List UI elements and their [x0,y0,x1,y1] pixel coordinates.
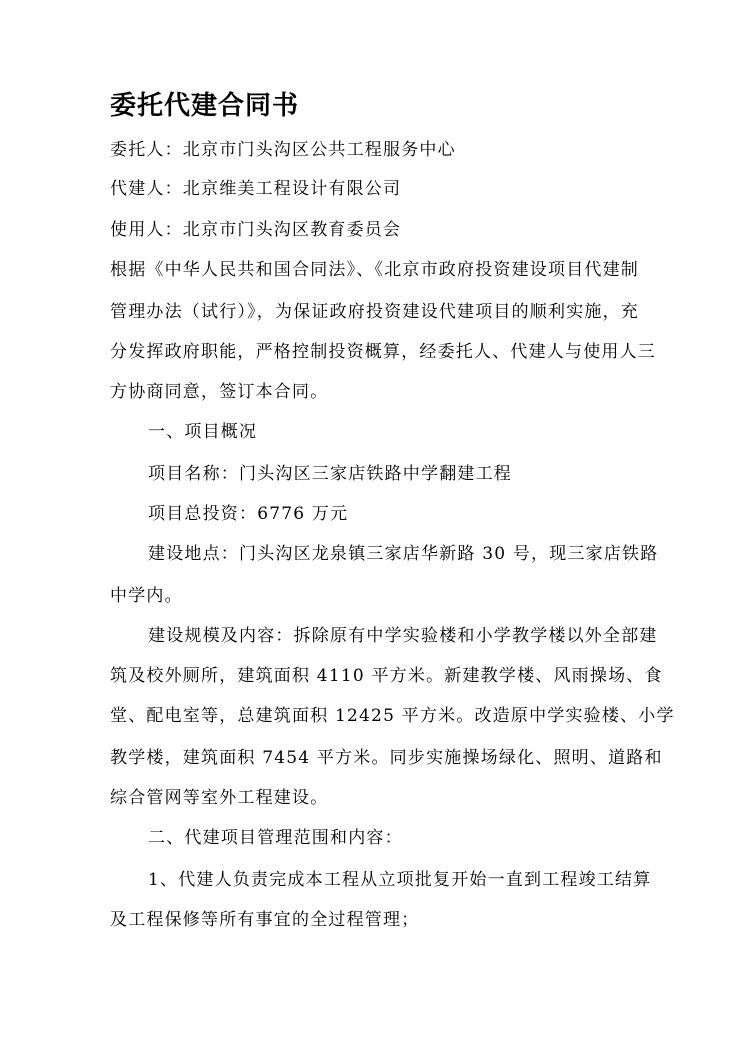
project-scope-line: 筑及校外厕所，建筑面积 4110 平方米。新建教学楼、风雨操场、食 [110,666,663,686]
project-investment: 项目总投资：6776 万元 [148,504,349,524]
project-scope-line: 教学楼，建筑面积 7454 平方米。同步实施操场绿化、照明、道路和 [110,748,663,768]
section-1-heading: 一、项目概况 [148,422,258,442]
project-scope-line: 综合管网等室外工程建设。 [110,788,329,808]
project-location-line: 建设地点：门头沟区龙泉镇三家店华新路 30 号，现三家店铁路 [148,544,659,564]
user-line: 使用人：北京市门头沟区教育委员会 [110,220,402,240]
section-2-item-1-line: 1、代建人负责完成本工程从立项批复开始一直到工程竣工结算 [148,870,652,890]
document-title: 委托代建合同书 [110,91,300,121]
client-line: 委托人：北京市门头沟区公共工程服务中心 [110,140,456,160]
agent-line: 代建人：北京维美工程设计有限公司 [110,179,402,199]
section-2-heading: 二、代建项目管理范围和内容： [148,828,403,848]
project-scope-line: 堂、配电室等，总建筑面积 12425 平方米。改造原中学实验楼、小学 [110,706,675,726]
preamble-line: 分发挥政府职能，严格控制投资概算，经委托人、代建人与使用人三 [110,342,656,362]
preamble-line: 根据《中华人民共和国合同法》、《北京市政府投资建设项目代建制 [110,260,639,280]
preamble-line: 方协商同意，签订本合同。 [110,382,329,402]
preamble-line: 管理办法（试行）》，为保证政府投资建设代建项目的顺利实施，充 [110,302,639,322]
project-location-line: 中学内。 [110,586,183,606]
section-2-item-1-line: 及工程保修等所有事宜的全过程管理； [110,910,420,930]
project-name: 项目名称：门头沟区三家店铁路中学翻建工程 [148,464,512,484]
project-scope-line: 建设规模及内容：拆除原有中学实验楼和小学教学楼以外全部建 [148,626,658,646]
